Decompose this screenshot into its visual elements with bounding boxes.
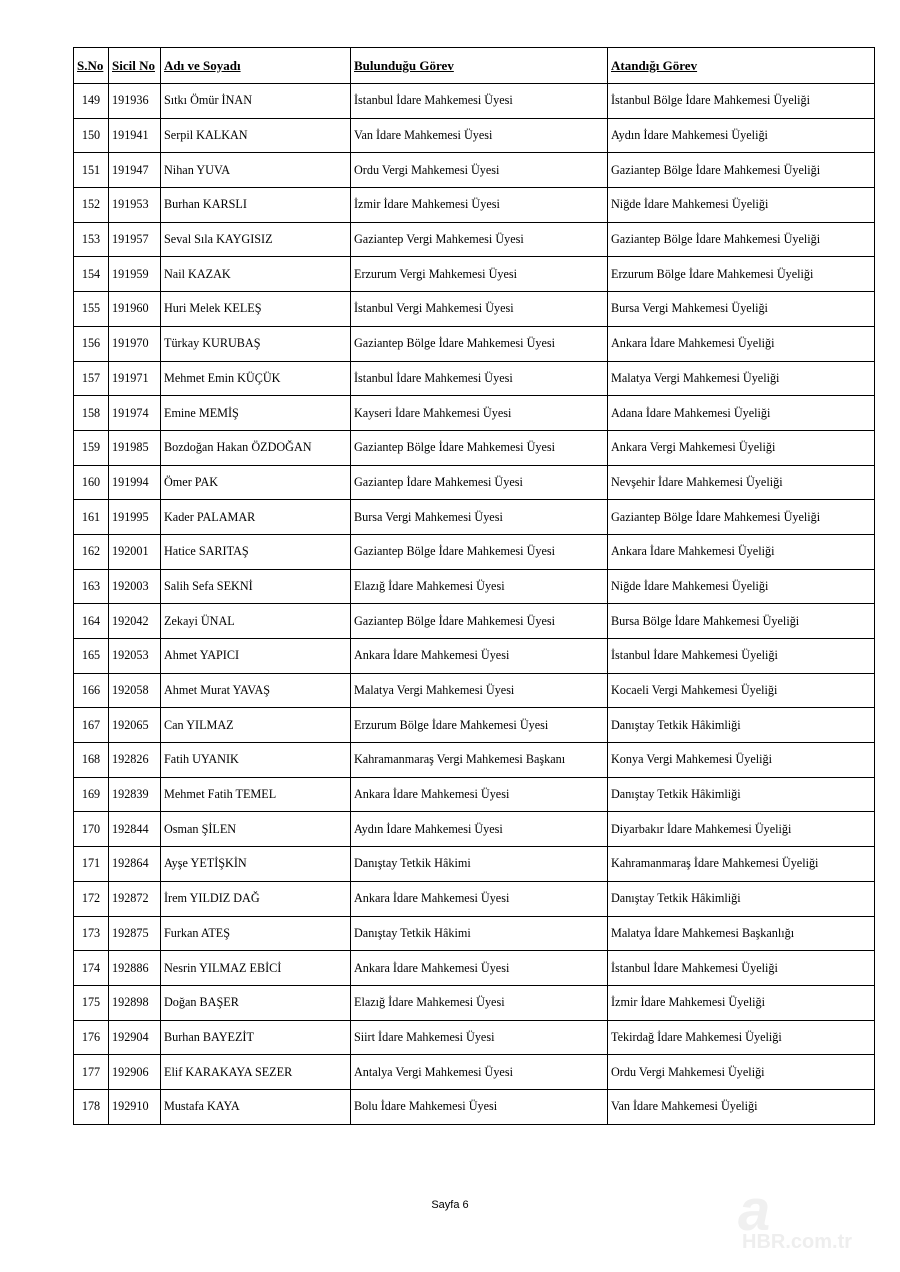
cell-current-post: Ankara İdare Mahkemesi Üyesi [351,951,608,986]
cell-sicil-no: 191960 [109,292,161,327]
table-row [74,1089,875,1124]
cell-current-post: Danıştay Tetkik Hâkimi [351,847,608,882]
page-number: Sayfa 6 [431,1199,469,1211]
cell-assigned-post: Gaziantep Bölge İdare Mahkemesi Üyeliği [608,153,875,188]
cell-current-post: Kahramanmaraş Vergi Mahkemesi Başkanı [351,743,608,778]
cell-current-post: Aydın İdare Mahkemesi Üyesi [351,812,608,847]
cell-assigned-post: Ankara İdare Mahkemesi Üyeliği [608,326,875,361]
cell-sicil-no: 191947 [109,153,161,188]
cell-sno: 151 [74,153,109,188]
cell-sno: 159 [74,430,109,465]
cell-assigned-post: Nevşehir İdare Mahkemesi Üyeliği [608,465,875,500]
cell-name: Ahmet Murat YAVAŞ [161,673,351,708]
cell-assigned-post: Tekirdağ İdare Mahkemesi Üyeliği [608,1020,875,1055]
cell-assigned-post: Kocaeli Vergi Mahkemesi Üyeliği [608,673,875,708]
cell-sicil-no: 192042 [109,604,161,639]
cell-current-post: İstanbul İdare Mahkemesi Üyesi [351,361,608,396]
cell-sicil-no: 191970 [109,326,161,361]
table-row [74,951,875,986]
cell-name: Bozdoğan Hakan ÖZDOĞAN [161,430,351,465]
cell-current-post: Ankara İdare Mahkemesi Üyesi [351,639,608,674]
cell-sno: 161 [74,500,109,535]
cell-sicil-no: 192001 [109,534,161,569]
cell-name: Nesrin YILMAZ EBİCİ [161,951,351,986]
cell-current-post: Erzurum Vergi Mahkemesi Üyesi [351,257,608,292]
cell-name: Doğan BAŞER [161,985,351,1020]
cell-sicil-no: 191985 [109,430,161,465]
cell-assigned-post: Gaziantep Bölge İdare Mahkemesi Üyeliği [608,500,875,535]
cell-current-post: Gaziantep Bölge İdare Mahkemesi Üyesi [351,430,608,465]
cell-sno: 153 [74,222,109,257]
cell-current-post: Ankara İdare Mahkemesi Üyesi [351,777,608,812]
cell-sno: 156 [74,326,109,361]
cell-current-post: İstanbul İdare Mahkemesi Üyesi [351,84,608,119]
header-assigned-post: Atandığı Görev [608,48,875,84]
table-row [74,812,875,847]
appointments-table [73,47,875,1125]
cell-name: Fatih UYANIK [161,743,351,778]
cell-sno: 171 [74,847,109,882]
cell-current-post: Erzurum Bölge İdare Mahkemesi Üyesi [351,708,608,743]
cell-name: Sıtkı Ömür İNAN [161,84,351,119]
table-row [74,604,875,639]
cell-sno: 165 [74,639,109,674]
cell-assigned-post: Danıştay Tetkik Hâkimliği [608,881,875,916]
cell-sicil-no: 191995 [109,500,161,535]
cell-name: Ahmet YAPICI [161,639,351,674]
cell-assigned-post: İstanbul Bölge İdare Mahkemesi Üyeliği [608,84,875,119]
cell-assigned-post: İstanbul İdare Mahkemesi Üyeliği [608,951,875,986]
table-row [74,396,875,431]
cell-name: Mehmet Emin KÜÇÜK [161,361,351,396]
table-row [74,257,875,292]
cell-current-post: Van İdare Mahkemesi Üyesi [351,118,608,153]
cell-current-post: Antalya Vergi Mahkemesi Üyesi [351,1055,608,1090]
cell-current-post: Bolu İdare Mahkemesi Üyesi [351,1089,608,1124]
cell-sno: 155 [74,292,109,327]
cell-sicil-no: 191957 [109,222,161,257]
cell-current-post: İstanbul Vergi Mahkemesi Üyesi [351,292,608,327]
table-row [74,534,875,569]
cell-assigned-post: Niğde İdare Mahkemesi Üyeliği [608,569,875,604]
cell-current-post: İzmir İdare Mahkemesi Üyesi [351,188,608,223]
cell-assigned-post: Diyarbakır İdare Mahkemesi Üyeliği [608,812,875,847]
cell-current-post: Gaziantep Vergi Mahkemesi Üyesi [351,222,608,257]
cell-assigned-post: Kahramanmaraş İdare Mahkemesi Üyeliği [608,847,875,882]
cell-assigned-post: Malatya Vergi Mahkemesi Üyeliği [608,361,875,396]
cell-assigned-post: İstanbul İdare Mahkemesi Üyeliği [608,639,875,674]
table-row [74,430,875,465]
header-sno: S.No [74,48,109,84]
cell-name: Burhan BAYEZİT [161,1020,351,1055]
cell-sicil-no: 192906 [109,1055,161,1090]
cell-sicil-no: 192904 [109,1020,161,1055]
cell-current-post: Siirt İdare Mahkemesi Üyesi [351,1020,608,1055]
cell-name: Zekayi ÜNAL [161,604,351,639]
cell-current-post: Kayseri İdare Mahkemesi Üyesi [351,396,608,431]
cell-name: Mustafa KAYA [161,1089,351,1124]
cell-assigned-post: Gaziantep Bölge İdare Mahkemesi Üyeliği [608,222,875,257]
cell-assigned-post: Adana İdare Mahkemesi Üyeliği [608,396,875,431]
table-row [74,708,875,743]
cell-name: Ömer PAK [161,465,351,500]
cell-sno: 177 [74,1055,109,1090]
cell-sicil-no: 191953 [109,188,161,223]
cell-sicil-no: 192844 [109,812,161,847]
cell-assigned-post: Malatya İdare Mahkemesi Başkanlığı [608,916,875,951]
cell-name: Elif KARAKAYA SEZER [161,1055,351,1090]
cell-name: Nihan YUVA [161,153,351,188]
cell-assigned-post: Ordu Vergi Mahkemesi Üyeliği [608,1055,875,1090]
table-row [74,153,875,188]
cell-current-post: Gaziantep Bölge İdare Mahkemesi Üyesi [351,326,608,361]
cell-sno: 167 [74,708,109,743]
cell-sno: 178 [74,1089,109,1124]
table-row [74,639,875,674]
table-row [74,1020,875,1055]
cell-sno: 160 [74,465,109,500]
cell-name: İrem YILDIZ DAĞ [161,881,351,916]
table-row [74,188,875,223]
cell-sicil-no: 192826 [109,743,161,778]
cell-sno: 170 [74,812,109,847]
watermark-text: HBR.com.tr [742,1231,853,1253]
cell-assigned-post: Van İdare Mahkemesi Üyeliği [608,1089,875,1124]
cell-name: Emine MEMİŞ [161,396,351,431]
cell-assigned-post: İzmir İdare Mahkemesi Üyeliği [608,985,875,1020]
cell-sno: 169 [74,777,109,812]
cell-name: Salih Sefa SEKNİ [161,569,351,604]
table-header-row [74,48,875,84]
cell-sicil-no: 191941 [109,118,161,153]
cell-sicil-no: 192839 [109,777,161,812]
table-row [74,985,875,1020]
cell-current-post: Gaziantep Bölge İdare Mahkemesi Üyesi [351,534,608,569]
table-row [74,777,875,812]
cell-sno: 162 [74,534,109,569]
cell-sicil-no: 192886 [109,951,161,986]
cell-current-post: Malatya Vergi Mahkemesi Üyesi [351,673,608,708]
cell-sno: 168 [74,743,109,778]
cell-current-post: Bursa Vergi Mahkemesi Üyesi [351,500,608,535]
cell-sicil-no: 192872 [109,881,161,916]
watermark-logo [738,1178,878,1256]
cell-name: Seval Sıla KAYGISIZ [161,222,351,257]
cell-sno: 154 [74,257,109,292]
cell-name: Nail KAZAK [161,257,351,292]
cell-sno: 172 [74,881,109,916]
cell-name: Hatice SARITAŞ [161,534,351,569]
table-row [74,84,875,119]
cell-current-post: Ordu Vergi Mahkemesi Üyesi [351,153,608,188]
cell-sicil-no: 192875 [109,916,161,951]
cell-sno: 163 [74,569,109,604]
cell-sicil-no: 192898 [109,985,161,1020]
cell-sno: 149 [74,84,109,119]
cell-sicil-no: 191971 [109,361,161,396]
cell-sno: 166 [74,673,109,708]
cell-sno: 158 [74,396,109,431]
table-row [74,465,875,500]
cell-name: Mehmet Fatih TEMEL [161,777,351,812]
cell-assigned-post: Danıştay Tetkik Hâkimliği [608,708,875,743]
table-row [74,673,875,708]
table-row [74,222,875,257]
cell-sno: 176 [74,1020,109,1055]
cell-current-post: Gaziantep Bölge İdare Mahkemesi Üyesi [351,604,608,639]
table-body [74,84,875,1125]
cell-name: Türkay KURUBAŞ [161,326,351,361]
table-row [74,500,875,535]
cell-current-post: Gaziantep İdare Mahkemesi Üyesi [351,465,608,500]
cell-name: Ayşe YETİŞKİN [161,847,351,882]
cell-assigned-post: Bursa Bölge İdare Mahkemesi Üyeliği [608,604,875,639]
cell-assigned-post: Ankara İdare Mahkemesi Üyeliği [608,534,875,569]
cell-name: Burhan KARSLI [161,188,351,223]
cell-assigned-post: Niğde İdare Mahkemesi Üyeliği [608,188,875,223]
cell-assigned-post: Ankara Vergi Mahkemesi Üyeliği [608,430,875,465]
cell-sicil-no: 192003 [109,569,161,604]
cell-sicil-no: 191936 [109,84,161,119]
cell-sno: 152 [74,188,109,223]
table-row [74,118,875,153]
cell-sno: 157 [74,361,109,396]
table-row [74,916,875,951]
cell-name: Kader PALAMAR [161,500,351,535]
cell-assigned-post: Danıştay Tetkik Hâkimliği [608,777,875,812]
cell-name: Can YILMAZ [161,708,351,743]
cell-assigned-post: Aydın İdare Mahkemesi Üyeliği [608,118,875,153]
cell-current-post: Elazığ İdare Mahkemesi Üyesi [351,569,608,604]
table-row [74,743,875,778]
cell-assigned-post: Bursa Vergi Mahkemesi Üyeliği [608,292,875,327]
cell-sicil-no: 191959 [109,257,161,292]
table-row [74,569,875,604]
table-row [74,881,875,916]
cell-assigned-post: Erzurum Bölge İdare Mahkemesi Üyeliği [608,257,875,292]
cell-name: Furkan ATEŞ [161,916,351,951]
cell-sicil-no: 192058 [109,673,161,708]
cell-name: Osman ŞİLEN [161,812,351,847]
cell-name: Huri Melek KELEŞ [161,292,351,327]
header-name: Adı ve Soyadı [161,48,351,84]
cell-current-post: Danıştay Tetkik Hâkimi [351,916,608,951]
header-sicil-no: Sicil No [109,48,161,84]
cell-sicil-no: 191994 [109,465,161,500]
cell-current-post: Elazığ İdare Mahkemesi Üyesi [351,985,608,1020]
cell-name: Serpil KALKAN [161,118,351,153]
table-row [74,847,875,882]
cell-sno: 174 [74,951,109,986]
table-row [74,1055,875,1090]
cell-sno: 164 [74,604,109,639]
cell-sicil-no: 192910 [109,1089,161,1124]
cell-sno: 175 [74,985,109,1020]
cell-sno: 150 [74,118,109,153]
header-current-post: Bulunduğu Görev [351,48,608,84]
table-row [74,326,875,361]
watermark-letter: a [738,1178,771,1243]
cell-sicil-no: 192053 [109,639,161,674]
cell-current-post: Ankara İdare Mahkemesi Üyesi [351,881,608,916]
table-row [74,361,875,396]
cell-sicil-no: 191974 [109,396,161,431]
cell-sno: 173 [74,916,109,951]
cell-sicil-no: 192864 [109,847,161,882]
table-row [74,292,875,327]
cell-sicil-no: 192065 [109,708,161,743]
cell-assigned-post: Konya Vergi Mahkemesi Üyeliği [608,743,875,778]
